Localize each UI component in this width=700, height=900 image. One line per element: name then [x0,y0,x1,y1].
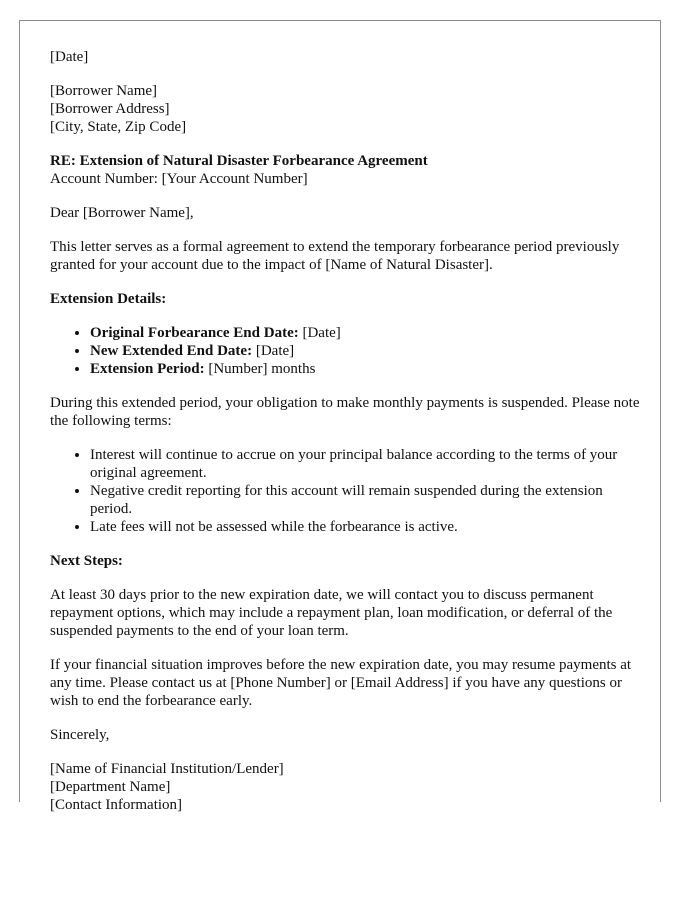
terms-list [50,446,642,536]
extension-details-heading: Extension Details: [50,291,167,307]
letter-page [19,20,661,813]
recipient-address: [Borrower Address] [50,101,170,117]
list-item [90,342,642,360]
signature-block [50,760,642,814]
list-item [90,360,642,378]
next-steps-paragraph-2: If your financial situation improves before the new expiration date, you may resume payments at any time. Please contact us at [Phone Number] or [Email Address] if you have any questions or wish to end the forbearance early. [50,657,632,709]
list-item: • Late fees will not be assessed while the forbearance is active. [90,518,642,536]
recipient-city-state-zip: [City, State, Zip Code] [50,119,187,135]
subject-re-line: RE: Extension of Natural Disaster Forbearance Agreement [50,153,428,169]
list-item [90,324,642,342]
next-steps-heading: Next Steps: [50,553,123,569]
list-item: • Negative credit reporting for this account will remain suspended during the extension period. [90,482,642,518]
account-number-line: Account Number: [Your Account Number] [50,171,308,187]
list-item: • Interest will continue to accrue on your principal balance according to the terms of your original agreement. [90,446,642,482]
extension-item-label: Original Forbearance End Date: [90,325,299,341]
letter-date: [Date] [50,49,89,65]
salutation: Dear [Borrower Name], [50,205,194,221]
intro-paragraph: This letter serves as a formal agreement to extend the temporary forbearance period previously granted for your account due to the impact of [Name of Natural Disaster]. [50,239,620,273]
letter-body [50,48,642,830]
extension-item-value: [Number] months [204,361,316,377]
terms-intro-paragraph: During this extended period, your obligation to make monthly payments is suspended. Please note the following terms: [50,395,640,429]
closing: Sincerely, [50,727,110,743]
recipient-name: [Borrower Name] [50,83,158,99]
extension-item-label: Extension Period: [90,361,205,377]
signature-contact: [Contact Information] [50,797,183,813]
signature-department: [Department Name] [50,779,171,795]
extension-item-value: [Date] [298,325,341,341]
extension-details-list [50,324,642,378]
extension-item-value: [Date] [252,343,295,359]
signature-institution: [Name of Financial Institution/Lender] [50,761,284,777]
recipient-block [50,82,642,136]
next-steps-paragraph-1: At least 30 days prior to the new expiration date, we will contact you to discuss permanent repayment options, which may include a repayment plan, loan modification, or deferral of the suspended payments to the end of your loan term. [50,587,613,639]
subject-block [50,152,642,188]
extension-item-label: New Extended End Date: [90,343,253,359]
